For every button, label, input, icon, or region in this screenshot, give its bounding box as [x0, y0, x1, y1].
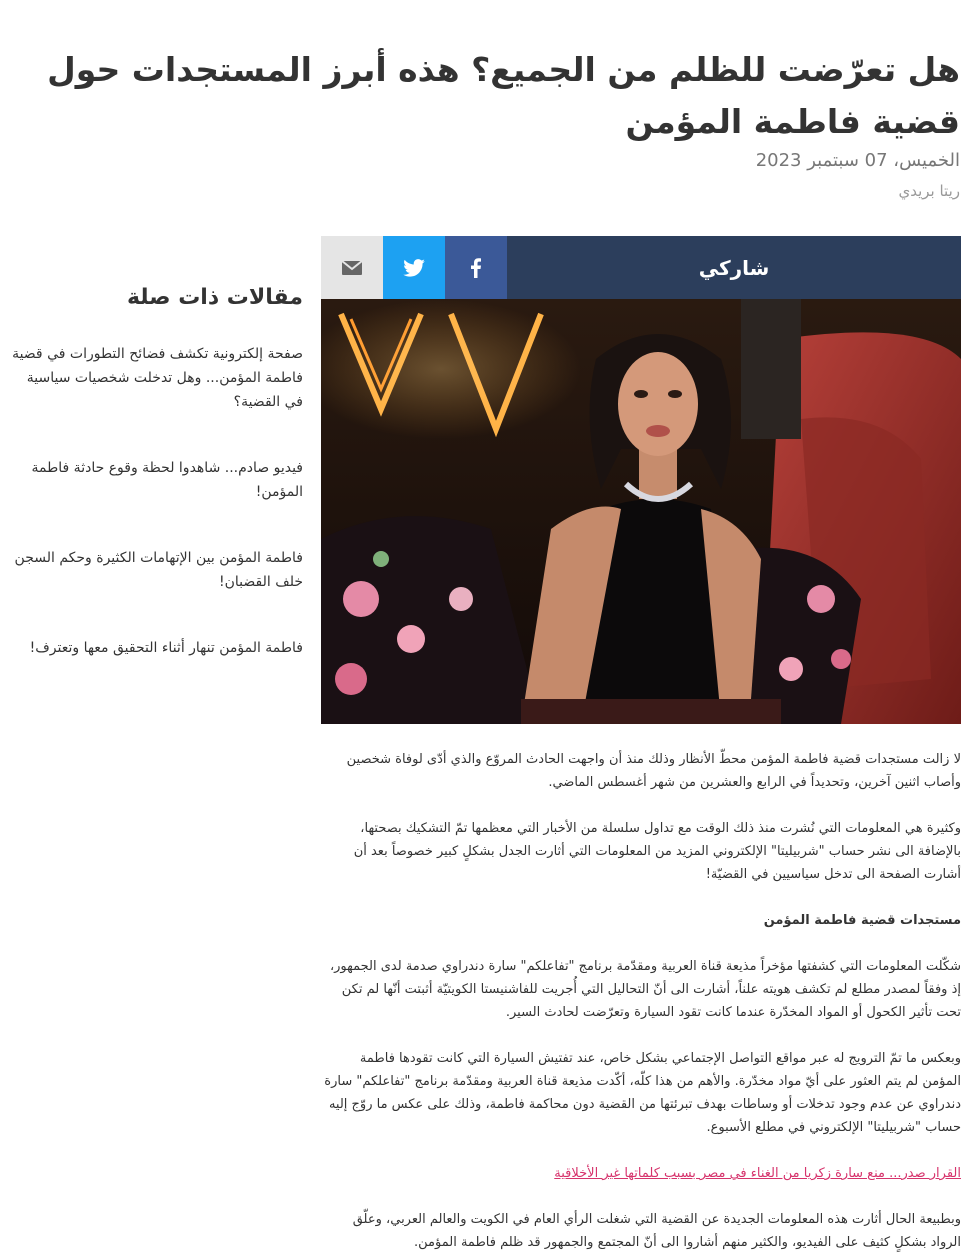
related-article-link[interactable]: فيديو صادم... شاهدوا لحظة وقوع حادثة فاطمة المؤمن!: [31, 460, 303, 500]
article-body: [321, 748, 961, 1254]
article-paragraph: شكّلت المعلومات التي كشفتها مؤخراً مذيعة قناة العربية ومقدّمة برنامج "تفاعلكم" سارة دندراوي صدمة لدى الجمهور، إذ وفقاً لمصدر مطلع لم تكشف هويته علناً، أشارت الى أنّ التحاليل التي أُجريت للفاشنيستا الكويتيّة أثبتت أنّها لم تكن تحت تأثير الكحول أو المواد المخدّرة عندما كانت تقود السيارة وتعرّضت لحادث السير.: [329, 959, 961, 1020]
article-paragraph: لا زالت مستجدات قضية فاطمة المؤمن محطّ الأنظار وذلك منذ أن واجهت الحادث المروّع والذي أدّى لوفاة شخصين وأصاب اثنين آخرين، وتحديداً في الرابع والعشرين من شهر أغسطس الماضي.: [346, 752, 961, 790]
article-subheading: مستجدات قضية فاطمة المؤمن: [763, 913, 961, 928]
facebook-icon: [470, 258, 482, 278]
share-facebook-button[interactable]: [445, 236, 507, 299]
article-hero-image: [321, 299, 961, 724]
article-paragraph: وبعكس ما تمّ الترويج له عبر مواقع التواصل الإجتماعي بشكل خاص، عند تفتيش السيارة التي كانت تقودها فاطمة المؤمن لم يتم العثور على أيّ مواد مخدّرة. والأهم من هذا كلّه، أكّدت مذيعة قناة العربية ومقدّمة برنامج "تفاعلكم" سارة دندراوي عن عدم وجود تدخلات أو وساطات بهدف تبرئتها من القضية دون محاكمة فاطمة، وذلك على عكس ما روّج إليه حساب "شربيليتا" الإلكتروني في مطلع الأسبوع.: [324, 1051, 961, 1135]
article-date: الخميس، 07 سبتمبر 2023: [755, 150, 960, 171]
share-label: شاركي: [507, 236, 961, 299]
article-paragraph: وبطبيعة الحال أثارت هذه المعلومات الجديدة عن القضية التي شغلت الرأي العام في الكويت والعالم العربي، وعلّق الرواد بشكلٍ كثيف على الفيديو، والكثير منهم أشاروا الى أنّ المجتمع والجمهور قد ظلم فاطمة المؤمن.: [352, 1212, 961, 1250]
inline-article-link[interactable]: القرار صدر... منع سارة زكريا من الغناء في مصر بسبب كلماتها غير الأخلاقية: [554, 1166, 961, 1181]
email-icon: [342, 261, 362, 275]
twitter-icon: [403, 259, 425, 277]
share-bar: [321, 236, 961, 299]
hero-photo: [321, 299, 961, 724]
related-articles: [10, 280, 303, 660]
related-article-link[interactable]: صفحة إلكترونية تكشف فضائح التطورات في قضية فاطمة المؤمن... وهل تدخلت شخصيات سياسية في القضية؟: [12, 346, 303, 410]
share-email-button[interactable]: [321, 236, 383, 299]
share-twitter-button[interactable]: [383, 236, 445, 299]
related-articles-title: مقالات ذات صلة: [126, 285, 303, 310]
article-paragraph: وكثيرة هي المعلومات التي نُشرت منذ ذلك الوقت مع تداول سلسلة من الأخبار التي معظمها تمّ التشكيك بصحتها، بالإضافة الى نشر حساب "شربيليتا" الإلكتروني المزيد من المعلومات التي أثارت الجدل بشكلٍ كبير خصوصاً بعد أن أشارت الصفحة الى تدخل سياسيين في القضيّة!: [353, 821, 961, 882]
article-title: هل تعرّضت للظلم من الجميع؟ هذه أبرز المستجدات حول قضية فاطمة المؤمن: [47, 50, 960, 141]
related-article-link[interactable]: فاطمة المؤمن تنهار أثناء التحقيق معها وتعترف!: [29, 640, 303, 656]
article-author[interactable]: ريتا بريدي: [898, 182, 960, 200]
related-article-link[interactable]: فاطمة المؤمن بين الإتهامات الكثيرة وحكم السجن خلف القضبان!: [14, 550, 303, 590]
